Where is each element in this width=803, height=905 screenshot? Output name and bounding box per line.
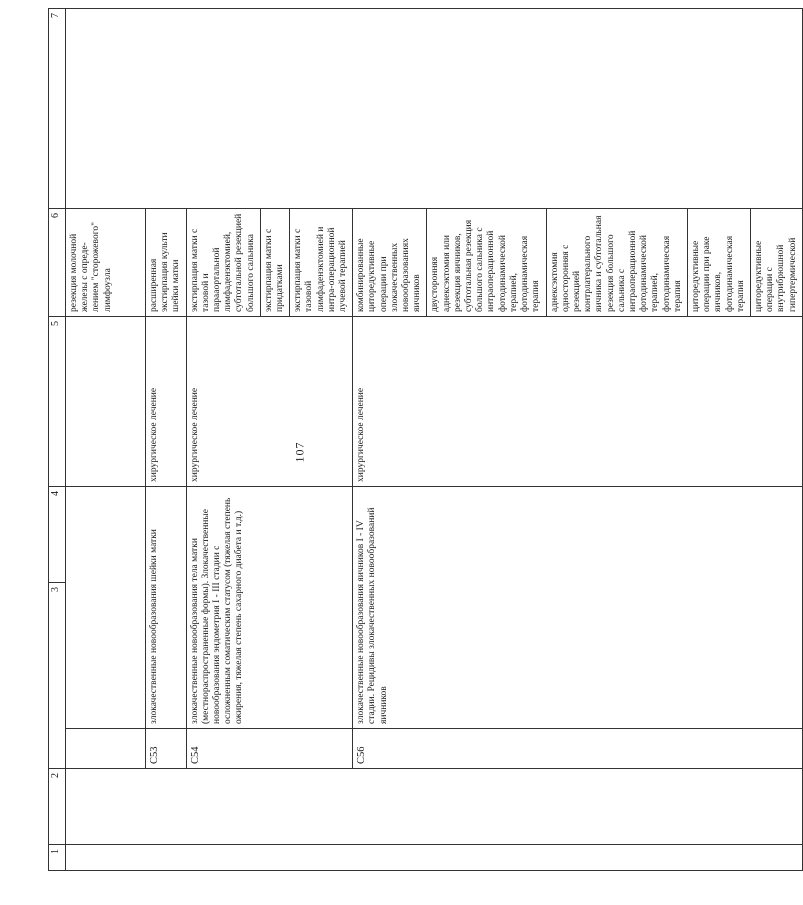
- treatment-cell: хирургическое лечение: [186, 317, 353, 487]
- table-cell-empty: [66, 487, 146, 729]
- rotated-table-container: [48, 13, 798, 871]
- method-cell: комбинированные циторедуктивные операции при злокачественных новообразованиях яичников: [353, 209, 427, 317]
- column-number: 5: [49, 317, 66, 487]
- diagnosis-cell: злокачественные новообразования яичников I - IV стадии. Рецидивы злокачественных новообразований яичников: [353, 487, 803, 729]
- column-number: 2: [49, 769, 66, 845]
- method-cell: расширенная экстирпация культи шейки матки: [146, 209, 187, 317]
- method-cell: экстирпация матки с тазовой лимфаденэктомией и интра-операционной лучевой терапией: [290, 209, 353, 317]
- column-number: 6: [49, 209, 66, 317]
- table-cell-empty: [66, 317, 146, 487]
- method-cell: двусторонняя аднексэктомия или резекция яичников, субтотальная резекция большого сальника с интраоперационной фотодинамической терапией, фотодинамическая терапия: [427, 209, 546, 317]
- treatment-table: [48, 8, 803, 871]
- column-number: 7: [49, 9, 66, 209]
- code-cell: C54: [186, 729, 353, 769]
- table-cell-empty: [66, 9, 803, 209]
- column-number: 4: [49, 487, 66, 583]
- diagnosis-cell: злокачественные новообразования тела матки (местнораспространенные формы). Злокачественные новообразования эндометрия I - III стадии с осложненным соматическим статусом (тяжелая степень ожирения, тяжелая степень сахарного диабета и т.д.): [186, 487, 353, 729]
- diagnosis-cell: злокачественные новообразования шейки матки: [146, 487, 187, 729]
- method-cell: аднексэктомия односторонняя с резекцией контрлатерального яичника и субтотальная резекция большого сальника с интраоперационной фотодинамической терапией, фотодинамическая терапия: [546, 209, 687, 317]
- method-cell: экстирпация матки с тазовой и парааортальной лимфаденэктомией, субтотальной резекцией большого сальника: [186, 209, 260, 317]
- method-cell: циторедуктивные операции с внутрибрюшной гипертермической: [750, 209, 802, 317]
- column-number-row: [49, 9, 66, 871]
- table-row: [66, 9, 146, 871]
- treatment-cell: хирургическое лечение: [353, 317, 803, 487]
- method-cell: резекция молочной железы с опреде-лением "сторожевого" лимфоузла: [66, 209, 146, 317]
- column-number: 3: [49, 583, 66, 769]
- table-cell-empty: [66, 729, 146, 769]
- column-number: 1: [49, 845, 66, 871]
- code-cell: C53: [146, 729, 187, 769]
- table-cell-empty: [66, 845, 803, 871]
- method-cell: экстирпация матки с придатками: [260, 209, 289, 317]
- table-cell-empty: [66, 769, 803, 845]
- code-cell: C56: [353, 729, 803, 769]
- method-cell: циторедуктивные операции при раке яичников, фотодинамическая терапия: [687, 209, 750, 317]
- treatment-cell: хирургическое лечение: [146, 317, 187, 487]
- page-number: 107: [292, 441, 307, 463]
